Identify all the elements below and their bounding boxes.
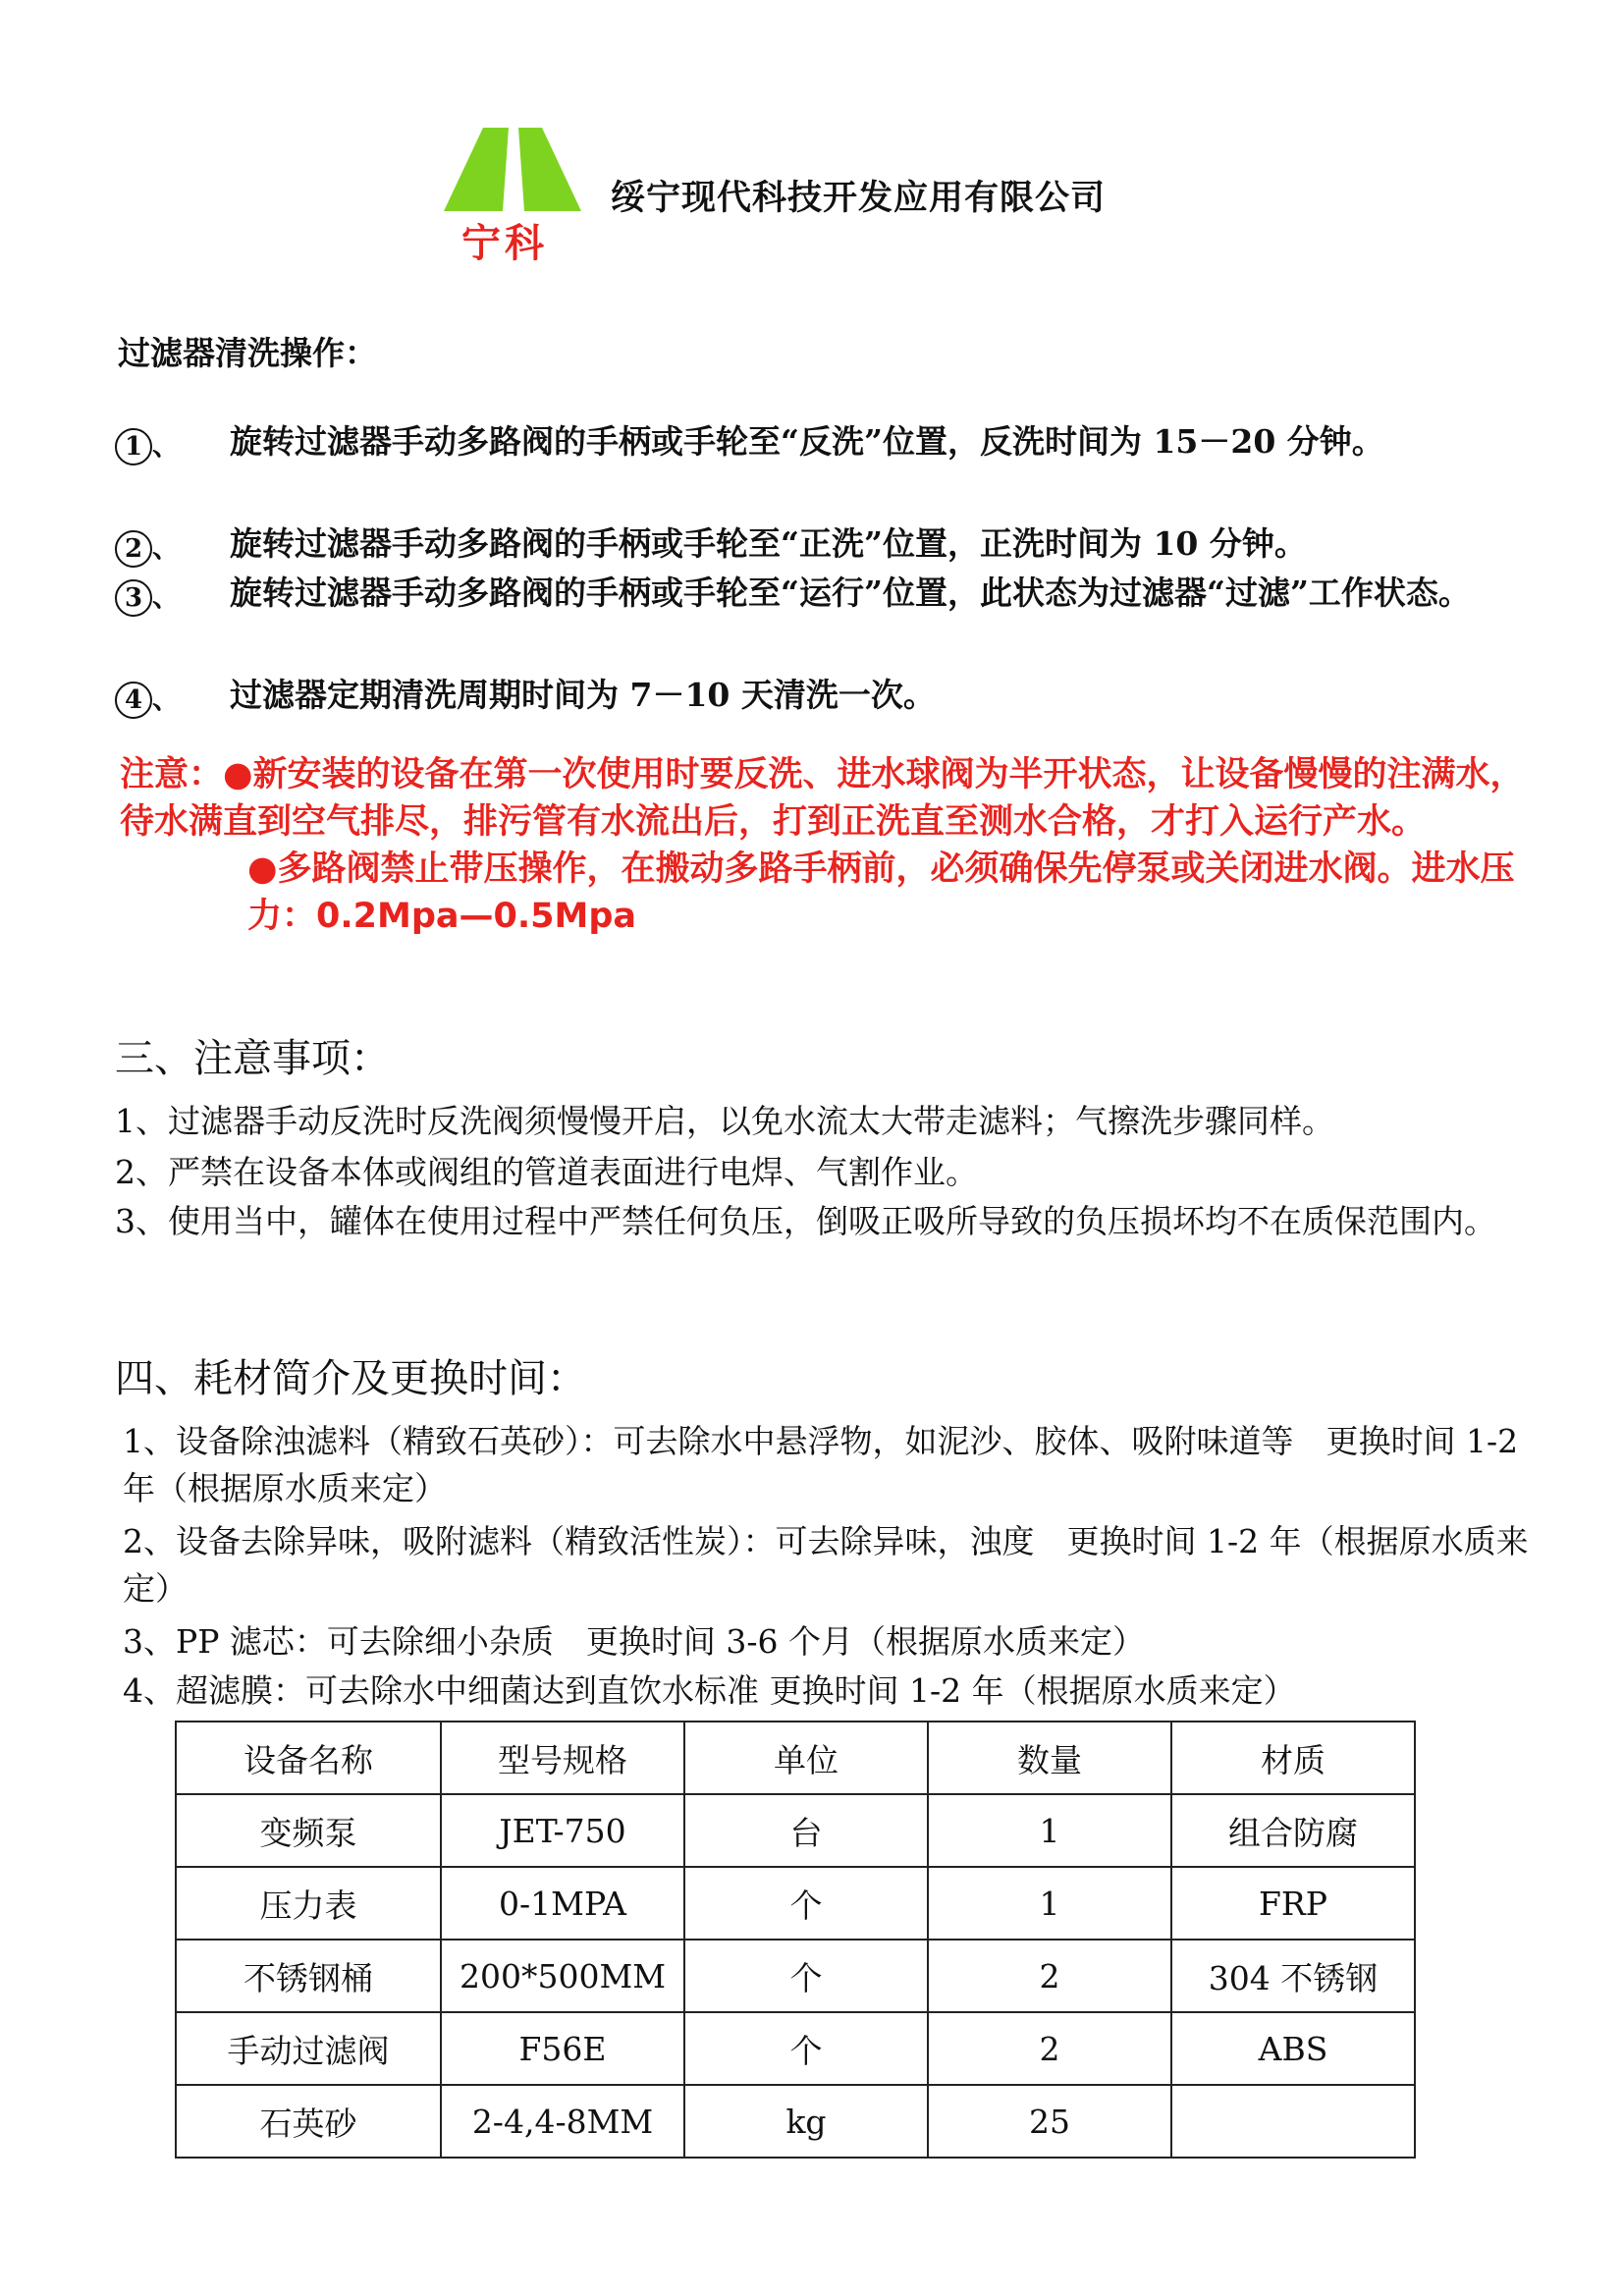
section3-item-1: 1、过滤器手动反洗时反洗阀须慢慢开启，以免水流太大带走滤料；气擦洗步骤同样。 [115,1102,1334,1140]
step-number-2: 2 、 [115,526,180,568]
table-cell: 304 不锈钢 [1171,1940,1415,2012]
column-header: 单位 [684,1722,928,1794]
table-cell: 组合防腐 [1171,1794,1415,1867]
section4-item-4: 4、超滤膜：可去除水中细菌达到直饮水标准 更换时间 1-2 年（根据原水质来定） [123,1671,1296,1710]
step-text-4: 过滤器定期清洗周期时间为 7－10 天清洗一次。 [230,676,936,714]
notice-block [120,751,1543,940]
operation-title: 过滤器清洗操作： [118,334,377,372]
table-cell: 2 [928,2012,1171,2085]
table-cell: ABS [1171,2012,1415,2085]
equipment-table [175,1721,1416,2159]
notice-paragraph-1: 注意：●新安装的设备在第一次使用时要反洗、进水球阀为半开状态，让设备慢慢的注满水，待水满直到空气排尽，排污管有水流出后，打到正洗直至测水合格，才打入运行产水。 [120,755,1525,842]
step-number-1: 1 、 [115,424,180,465]
table-cell: kg [684,2085,928,2158]
table-cell: 石英砂 [176,2085,441,2158]
table-row [176,1867,1415,1940]
table-cell: 个 [684,1940,928,2012]
table-cell: 200*500MM [441,1940,684,2012]
logo-left-triangle [444,128,509,211]
table-cell: 压力表 [176,1867,441,1940]
table-cell: JET-750 [441,1794,684,1867]
step-text-1: 旋转过滤器手动多路阀的手柄或手轮至“反洗”位置，反洗时间为 15－20 分钟。 [230,422,1384,461]
table-cell: 1 [928,1794,1171,1867]
section3-title: 三、注意事项： [115,1036,390,1081]
table-cell: 个 [684,2012,928,2085]
section3-item-2: 2、严禁在设备本体或阀组的管道表面进行电焊、气割作业。 [115,1153,978,1191]
step-text-3: 旋转过滤器手动多路阀的手柄或手轮至“运行”位置，此状态为过滤器“过滤”工作状态。 [230,574,1471,612]
column-header: 设备名称 [176,1722,441,1794]
table-header-row [176,1722,1415,1794]
step-number-4: 4 、 [115,678,180,719]
table-cell: 个 [684,1867,928,1940]
table-row [176,2085,1415,2158]
table-cell: FRP [1171,1867,1415,1940]
logo-right-triangle [518,128,581,211]
table-row [176,1940,1415,2012]
section4-item-3: 3、PP 滤芯：可去除细小杂质 更换时间 3-6 个月（根据原水质来定） [123,1622,1146,1661]
step-number-3: 3 、 [115,575,180,617]
table-cell: 台 [684,1794,928,1867]
table-row [176,1794,1415,1867]
table-row [176,2012,1415,2085]
logo-text: 宁科 [461,221,548,266]
column-header: 型号规格 [441,1722,684,1794]
step-text-2: 旋转过滤器手动多路阀的手柄或手轮至“正洗”位置，正洗时间为 10 分钟。 [230,524,1307,563]
column-header: 数量 [928,1722,1171,1794]
table-cell: 手动过滤阀 [176,2012,441,2085]
table-cell [1171,2085,1415,2158]
section4-item-1: 1、设备除浊滤料（精致石英砂）：可去除水中悬浮物，如泥沙、胶体、吸附味道等 更换时间 1-2 年（根据原水质来定） [123,1422,1519,1507]
company-name: 绥宁现代科技开发应用有限公司 [611,179,1107,218]
table-cell: 变频泵 [176,1794,441,1867]
table-cell: 0-1MPA [441,1867,684,1940]
table-cell: 不锈钢桶 [176,1940,441,2012]
section4-item-2: 2、设备去除异味，吸附滤料（精致活性炭）：可去除异味，浊度 更换时间 1-2 年（根据原水质来定） [123,1522,1529,1608]
table-cell: 2-4,4-8MM [441,2085,684,2158]
table-cell: 25 [928,2085,1171,2158]
notice-paragraph-2: ●多路阀禁止带压操作，在搬动多路手柄前，必须确保先停泵或关闭进水阀。进水压力：0.2Mpa—0.5Mpa [247,849,1515,936]
section3-item-3: 3、使用当中，罐体在使用过程中严禁任何负压，倒吸正吸所导致的负压损坏均不在质保范围内。 [115,1202,1496,1240]
table-cell: 1 [928,1867,1171,1940]
section4-title: 四、耗材简介及更换时间： [115,1356,586,1401]
table-cell: F56E [441,2012,684,2085]
column-header: 材质 [1171,1722,1415,1794]
table-cell: 2 [928,1940,1171,2012]
